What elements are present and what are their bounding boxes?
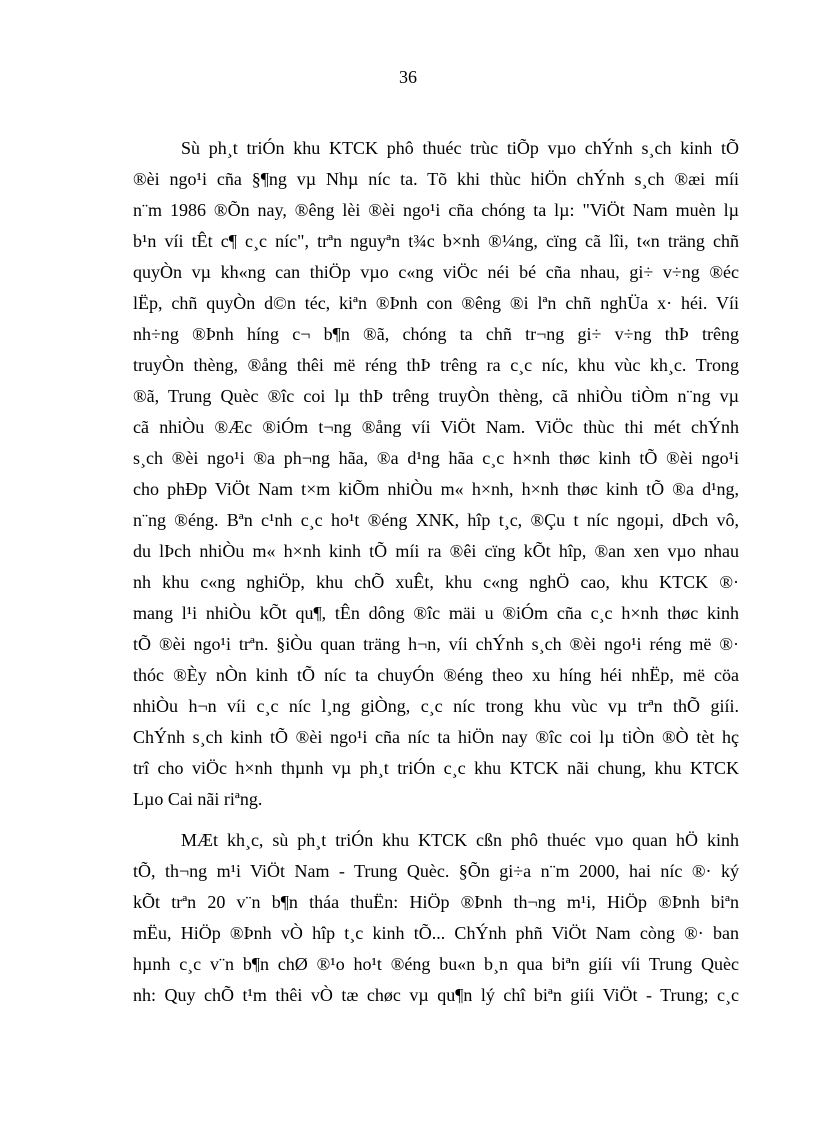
paragraph-2 — [133, 825, 739, 1011]
text-line: cho phÐp ViÖt Nam t×m kiÕm nhiÒu m« h×nh, h×nh thøc kinh tÕ ®a d¹ng, — [133, 479, 739, 499]
text-line: n¨m 1986 ®Õn nay, ®êng lèi ®èi ngo¹i cña chóng ta lµ: "ViÖt Nam muèn lµ — [133, 200, 739, 220]
text-line: nhiÒu h¬n víi c¸c níc l¸ng giÒng, c¸c níc trong khu vùc vµ trªn thÕ giíi. — [133, 696, 739, 716]
text-line: ChÝnh s¸ch kinh tÕ ®èi ngo¹i cña níc ta hiÖn nay ®îc coi lµ tiÒn ®Ò tèt hç — [133, 727, 739, 747]
text-line: nh: Quy chÕ t¹m thêi vÒ tæ chøc vµ qu¶n lý chî biªn giíi ViÖt - Trung; c¸c — [133, 985, 739, 1005]
text-line: kÕt trªn 20 v¨n b¶n tháa thuËn: HiÖp ®Þnh th¬ng m¹i, HiÖp ®Þnh biªn — [133, 892, 739, 912]
paragraph-1 — [133, 133, 739, 815]
text-line: mËu, HiÖp ®Þnh vÒ hîp t¸c kinh tÕ... ChÝnh phñ ViÖt Nam còng ®· ban — [133, 923, 739, 943]
text-line: trî cho viÖc h×nh thµnh vµ ph¸t triÓn c¸c khu KTCK nãi chung, khu KTCK — [133, 758, 739, 778]
text-line: ®èi ngo¹i cña §¶ng vµ Nhµ níc ta. Tõ khi thùc hiÖn chÝnh s¸ch ®æi míi — [133, 169, 739, 189]
text-line: cã nhiÒu ®Æc ®iÓm t¬ng ®ång víi ViÖt Nam. ViÖc thùc thi mét chÝnh — [133, 417, 739, 437]
text-line: nh÷ng ®Þnh híng c¬ b¶n ®ã, chóng ta chñ tr¬ng gi÷ v÷ng thÞ trêng — [133, 324, 739, 344]
body-text — [133, 133, 739, 1011]
text-line: lËp, chñ quyÒn d©n téc, kiªn ®Þnh con ®êng ®i lªn chñ nghÜa x· héi. Víi — [133, 293, 739, 313]
text-line: tÕ, th¬ng m¹i ViÖt Nam - Trung Quèc. §Õn gi÷a n¨m 2000, hai níc ®· ký — [133, 861, 739, 881]
text-line: hµnh c¸c v¨n b¶n chØ ®¹o ho¹t ®éng bu«n b¸n qua biªn giíi víi Trung Quèc — [133, 954, 739, 974]
text-line: s¸ch ®èi ngo¹i ®a ph¬ng hãa, ®a d¹ng hãa c¸c h×nh thøc kinh tÕ ®èi ngo¹i — [133, 448, 739, 468]
text-line: Sù ph¸t triÓn khu KTCK phô thuéc trùc tiÕp vµo chÝnh s¸ch kinh tÕ — [181, 138, 739, 158]
text-line: nh khu c«ng nghiÖp, khu chÕ xuÊt, khu c«ng nghÖ cao, khu KTCK ®· — [133, 572, 739, 592]
page-number: 36 — [399, 67, 417, 87]
text-line: tÕ ®èi ngo¹i trªn. §iÒu quan träng h¬n, víi chÝnh s¸ch ®èi ngo¹i réng më ®· — [133, 634, 739, 654]
text-line: du lÞch nhiÒu m« h×nh kinh tÕ míi ra ®êi cïng kÕt hîp, ®an xen vµo nhau — [133, 541, 739, 561]
text-line: mang l¹i nhiÒu kÕt qu¶, tÊn dông ®îc mäi u ®iÓm cña c¸c h×nh thøc kinh — [133, 603, 739, 623]
text-line: thóc ®Èy nÒn kinh tÕ níc ta chuyÓn ®éng theo xu híng héi nhËp, më cöa — [133, 665, 739, 685]
text-line: b¹n víi tÊt c¶ c¸c níc", trªn nguyªn t¾c b×nh ®¼ng, cïng cã lîi, t«n träng chñ — [133, 231, 739, 251]
text-line: MÆt kh¸c, sù ph¸t triÓn khu KTCK cßn phô thuéc vµo quan hÖ kinh — [181, 830, 739, 850]
text-line: n¨ng ®éng. Bªn c¹nh c¸c ho¹t ®éng XNK, hîp t¸c, ®Çu t níc ngoµi, dÞch vô, — [133, 510, 739, 530]
text-line: quyÒn vµ kh«ng can thiÖp vµo c«ng viÖc néi bé cña nhau, gi÷ v÷ng ®éc — [133, 262, 739, 282]
text-line: truyÒn thèng, ®ång thêi më réng thÞ trêng ra c¸c níc, khu vùc kh¸c. Trong — [133, 355, 739, 375]
text-line: Lµo Cai nãi riªng. — [133, 789, 263, 809]
text-line: ®ã, Trung Quèc ®îc coi lµ thÞ trêng truyÒn thèng, cã nhiÒu tiÒm n¨ng vµ — [133, 386, 739, 406]
